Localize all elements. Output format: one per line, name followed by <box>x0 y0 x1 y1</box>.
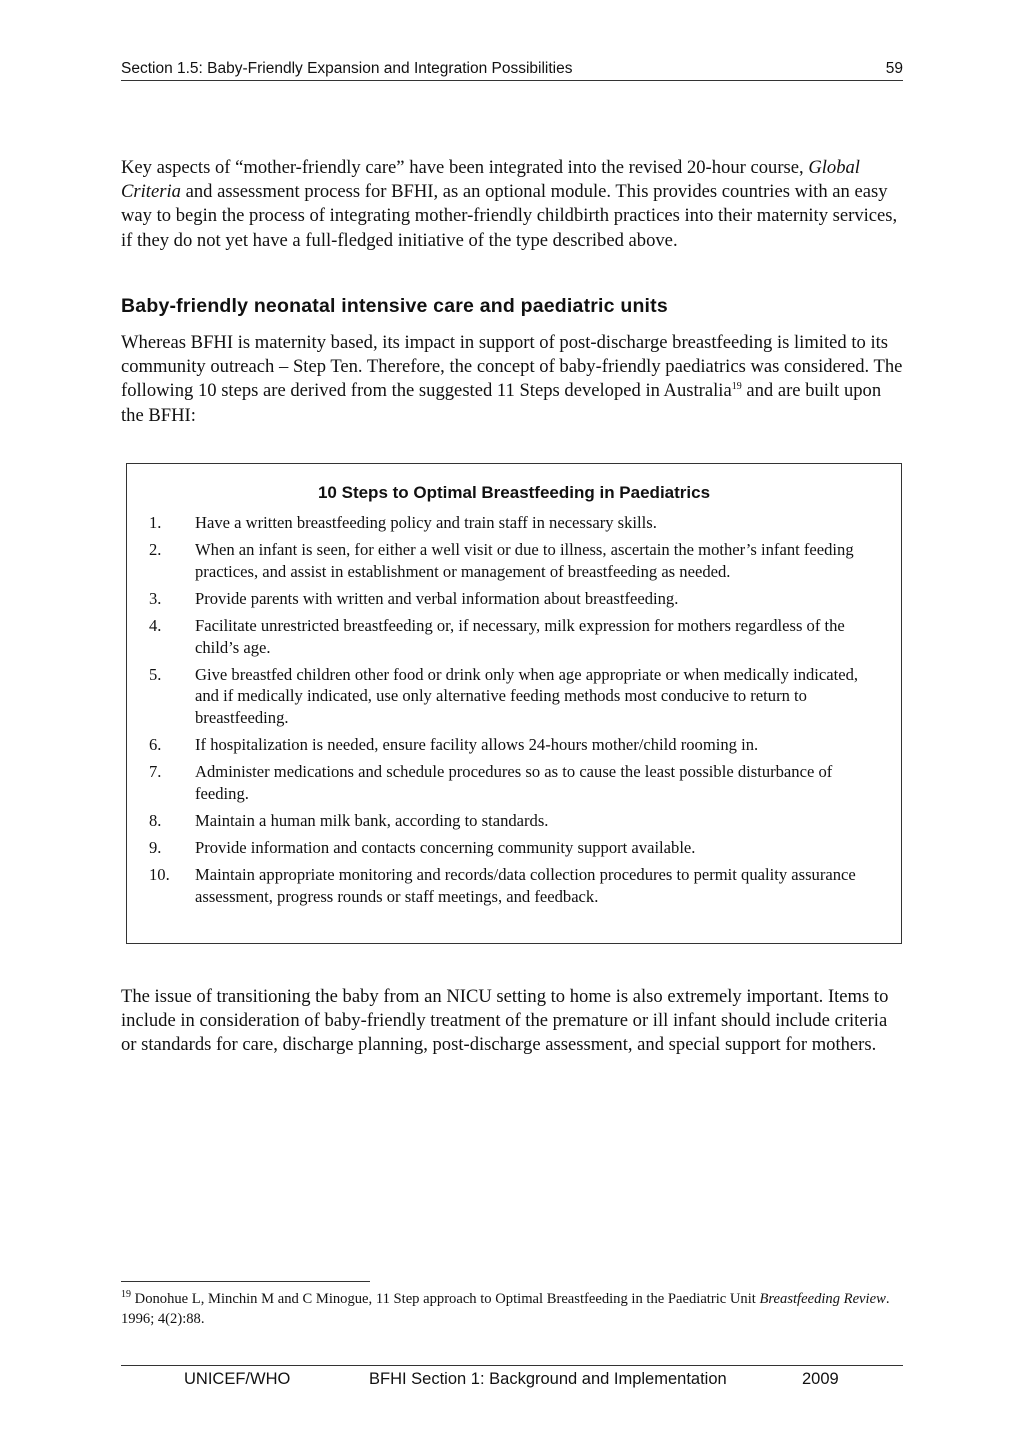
running-header <box>121 60 903 81</box>
step-text: Administer medications and schedule procedures so as to cause the least possible disturbance of feeding. <box>195 762 833 803</box>
steps-box-title: 10 Steps to Optimal Breastfeeding in Paediatrics <box>317 483 711 502</box>
steps-box <box>126 463 902 944</box>
footnote-text: Donohue L, Minchin M and C Minogue, 11 Step approach to Optimal Breastfeeding in the Paediatric Unit <box>131 1291 760 1307</box>
step-number: 3. <box>149 588 162 608</box>
step-number: 8. <box>149 810 162 830</box>
step-item <box>127 539 901 583</box>
footnote-journal: Breastfeeding Review <box>759 1291 886 1307</box>
step-item <box>127 761 901 805</box>
step-text: Provide parents with written and verbal information about breastfeeding. <box>195 588 679 608</box>
intro-text-1: Key aspects of “mother-friendly care” have been integrated into the revised 20-hour course, <box>121 157 809 178</box>
steps-list <box>127 512 901 913</box>
footnote-reference: 19 <box>731 381 742 393</box>
footnote-citation: . 1996; 4(2):88. <box>121 1291 890 1327</box>
step-text: Have a written breastfeeding policy and train staff in necessary skills. <box>195 513 657 532</box>
footer-title: BFHI Section 1: Background and Implementation <box>369 1370 727 1388</box>
step-number: 5. <box>149 664 162 684</box>
step-item <box>127 734 901 756</box>
closing-paragraph: The issue of transitioning the baby from an NICU setting to home is also extremely important. Items to include in consideration of baby-friendly treatment of the premature or ill infant should include criteria or standards for care, discharge planning, post-discharge assessment, and special support for mothers. <box>121 986 889 1056</box>
step-text: Maintain a human milk bank, according to standards. <box>195 810 549 830</box>
step-item <box>127 837 901 859</box>
body-text-1: Whereas BFHI is maternity based, its impact in support of post-discharge breastfeeding is limited to its community outreach – Step Ten. Therefore, the concept of baby-friendly paediatrics was considered. The following 10 steps are derived from the suggested 11 Steps developed in Australia <box>121 332 903 402</box>
step-item <box>127 588 901 610</box>
footnote-rule <box>121 1281 370 1282</box>
section-heading: Baby-friendly neonatal intensive care and paediatric units <box>121 295 668 317</box>
step-text: Maintain appropriate monitoring and records/data collection procedures to permit quality assurance assessment, progress rounds or staff meetings, and feedback. <box>195 864 856 906</box>
step-number: 6. <box>149 735 162 755</box>
step-number: 4. <box>149 615 162 635</box>
body-text-2: and are built upon the BFHI: <box>121 380 882 426</box>
intro-paragraph <box>121 156 903 253</box>
footer-year: 2009 <box>802 1370 839 1388</box>
header-section-title: Section 1.5: Baby-Friendly Expansion and Integration Possibilities <box>121 60 573 77</box>
step-number: 9. <box>149 837 162 857</box>
step-text: Facilitate unrestricted breastfeeding or, if necessary, milk expression for mothers regardless of the child’s age. <box>195 615 845 657</box>
step-item <box>127 512 901 534</box>
step-text: Give breastfed children other food or drink only when age appropriate or when medically indicated, and if medically indicated, use only alternative feeding methods most conducive to return to breastfeeding. <box>195 664 859 728</box>
step-text: If hospitalization is needed, ensure facility allows 24-hours mother/child rooming in. <box>195 735 759 755</box>
step-number: 2. <box>149 539 162 559</box>
intro-text-2: and assessment process for BFHI, as an optional module. This provides countries with an easy way to begin the process of integrating mother-friendly childbirth practices into their maternity services, if they do not yet have a full-fledged initiative of the type described above. <box>121 181 898 251</box>
footer-org: UNICEF/WHO <box>184 1370 291 1388</box>
footnote-mark: 19 <box>121 1289 131 1301</box>
step-item <box>127 615 901 659</box>
step-text: When an infant is seen, for either a well visit or due to illness, ascertain the mother’s infant feeding practices, and assist in establishment or management of breastfeeding as needed. <box>195 539 854 581</box>
page-footer <box>121 1365 903 1388</box>
step-number: 7. <box>149 762 162 782</box>
header-page-number: 59 <box>885 60 903 77</box>
step-number: 1. <box>149 513 162 532</box>
footnote <box>121 1290 903 1329</box>
step-number: 10. <box>149 864 170 884</box>
step-item <box>127 664 901 729</box>
intro-italic: Global Criteria <box>121 157 860 203</box>
step-item <box>127 864 901 908</box>
step-item <box>127 810 901 832</box>
body-paragraph <box>121 331 903 428</box>
step-text: Provide information and contacts concerning community support available. <box>195 837 696 857</box>
